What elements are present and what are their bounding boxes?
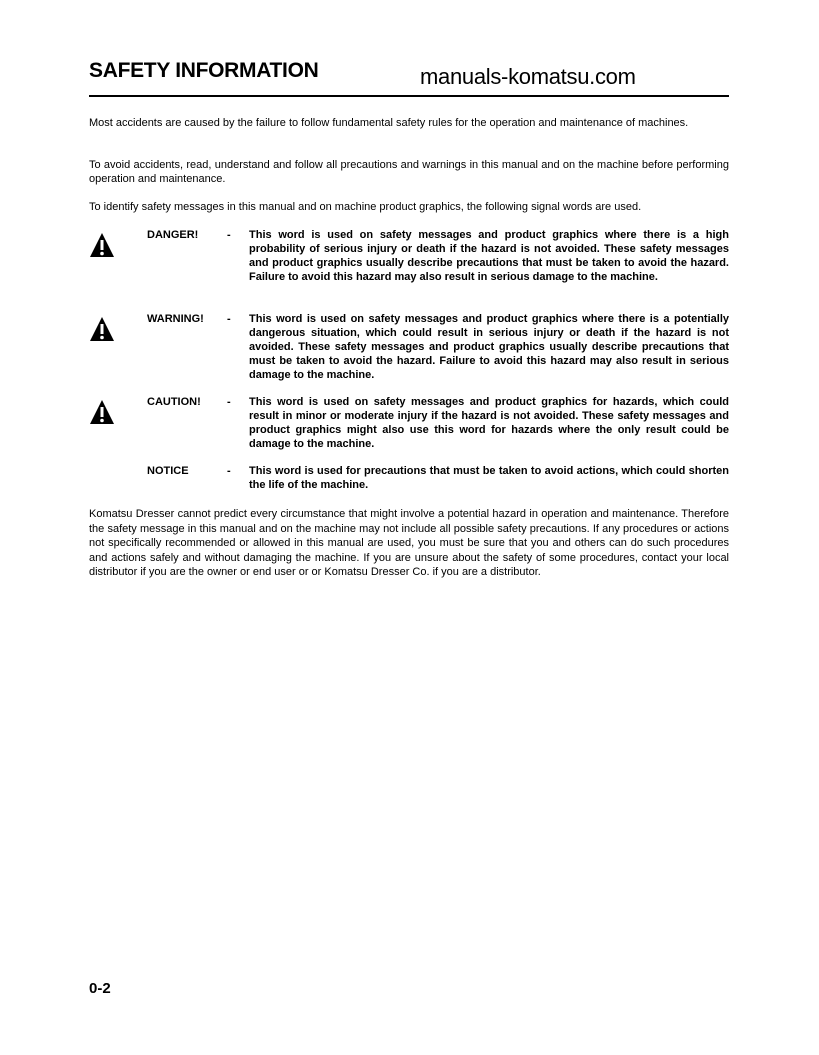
- warning-triangle-icon: [89, 316, 115, 342]
- signal-label: WARNING!: [147, 313, 204, 325]
- signal-description: This word is used on safety messages and product graphics for hazards, which could result in minor or moderate injury if the hazard is not avoided. These safety messages and product graphics might also use this word for hazards where the only result could be damage to the machine.: [249, 396, 729, 450]
- signal-label: DANGER!: [147, 229, 199, 241]
- page-title: SAFETY INFORMATION: [89, 59, 319, 82]
- signal-dash: -: [227, 465, 231, 477]
- title-divider: [89, 95, 729, 97]
- signal-dash: -: [227, 313, 231, 325]
- intro-paragraph-2: To avoid accidents, read, understand and follow all precautions and warnings in this manual and on the machine before performing operation and maintenance.: [89, 159, 729, 185]
- warning-triangle-icon: [89, 399, 115, 425]
- signal-dash: -: [227, 229, 231, 241]
- signal-description: This word is used on safety messages and product graphics where there is a high probability of serious injury or death if the hazard is not avoided. These safety messages and product graphics usually describe precautions that must be taken to avoid the hazard. Failure to avoid this hazard may also result in serious damage to the machine.: [249, 229, 729, 283]
- intro-paragraph-1: Most accidents are caused by the failure to follow fundamental safety rules for the operation and maintenance of machines.: [89, 117, 689, 129]
- signal-label: NOTICE: [147, 465, 189, 477]
- signal-label: CAUTION!: [147, 396, 201, 408]
- intro-paragraph-3: To identify safety messages in this manual and on machine product graphics, the following signal words are used.: [89, 201, 642, 213]
- page-number: 0-2: [89, 980, 111, 997]
- signal-dash: -: [227, 396, 231, 408]
- signal-description: This word is used on safety messages and product graphics where there is a potentially dangerous situation, which could result in serious injury or death if the hazard is not avoided. These safety messages and product graphics usually describe precautions that must be taken to avoid the hazard. Failure to avoid this hazard may also result in serious damage to the machine.: [249, 313, 729, 381]
- signal-description: This word is used for precautions that must be taken to avoid actions, which could shorten the life of the machine.: [249, 465, 729, 491]
- watermark-link[interactable]: manuals-komatsu.com: [420, 64, 636, 89]
- warning-triangle-icon: [89, 232, 115, 258]
- closing-paragraph: Komatsu Dresser cannot predict every circumstance that might involve a potential hazard in operation and maintenance. Therefore the safety message in this manual and on the machine may not include all possible safety precautions. If any procedures or actions not specifically recommended or allowed in this manual are used, you must be sure that you and others can do such procedures and actions safely and without damaging the machine. If you are unsure about the safety of some procedures, contact your local distributor if you are the owner or end user or or Komatsu Dresser Co. if you are a distributor.: [89, 508, 729, 578]
